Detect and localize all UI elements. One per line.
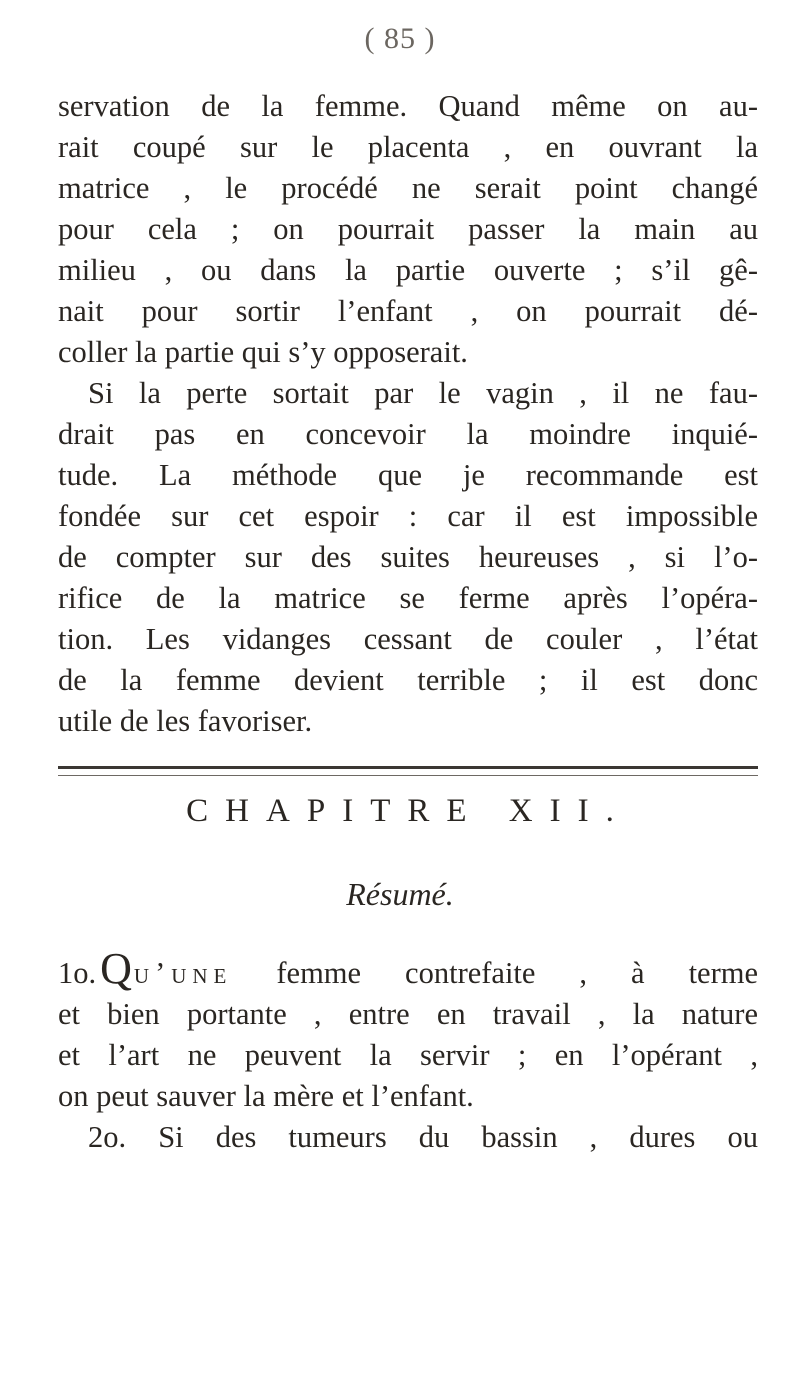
text-line: servation de la femme. Quand même on au-: [58, 89, 758, 123]
text-line: milieu , ou dans la partie ouverte ; s’il gê-: [58, 253, 758, 287]
text-line: et bien portante , entre en travail , la nature: [58, 997, 758, 1031]
text-line: fondée sur cet espoir : car il est impossible: [58, 499, 758, 533]
text-line: nait pour sortir l’enfant , on pourrait dé-: [58, 294, 758, 328]
section-divider: [58, 766, 758, 776]
text-line: on peut sauver la mère et l’enfant.: [58, 1079, 474, 1113]
text-line: drait pas en concevoir la moindre inquié-: [58, 417, 758, 451]
text-line: et l’art ne peuvent la servir ; en l’opérant ,: [58, 1038, 758, 1072]
text-line: utile de les favoriser.: [58, 704, 313, 738]
text-line: pour cela ; on pourrait passer la main au: [58, 212, 758, 246]
drop-cap: Q: [100, 944, 132, 993]
text-line: matrice , le procédé ne serait point changé: [58, 171, 758, 205]
summary-item-2-first-line: 2o. Si des tumeurs du bassin , dures ou: [88, 1120, 758, 1154]
text-line: coller la partie qui s’y opposerait.: [58, 335, 468, 369]
line-text: femme contrefaite , à terme: [276, 956, 759, 990]
text-line: Si la perte sortait par le vagin , il ne fau-: [88, 376, 758, 410]
text-line: tude. La méthode que je recommande est: [58, 458, 758, 492]
text-line: de la femme devient terrible ; il est donc: [58, 663, 758, 697]
item-number: 1o.: [58, 956, 97, 990]
page-number: ( 85 ): [364, 22, 436, 55]
text-line: de compter sur des suites heureuses , si l’o-: [58, 540, 758, 574]
chapter-heading: CHAPITRE XII.: [186, 793, 631, 829]
text-line: rait coupé sur le placenta , en ouvrant la: [58, 130, 758, 164]
chapter-subtitle: Résumé.: [346, 876, 454, 912]
summary-item-1-first-line: [58, 944, 759, 993]
small-caps-word: u’une: [133, 956, 233, 990]
text-line: tion. Les vidanges cessant de couler , l’état: [58, 622, 758, 656]
text-line: rifice de la matrice se ferme après l’opéra-: [58, 581, 758, 615]
